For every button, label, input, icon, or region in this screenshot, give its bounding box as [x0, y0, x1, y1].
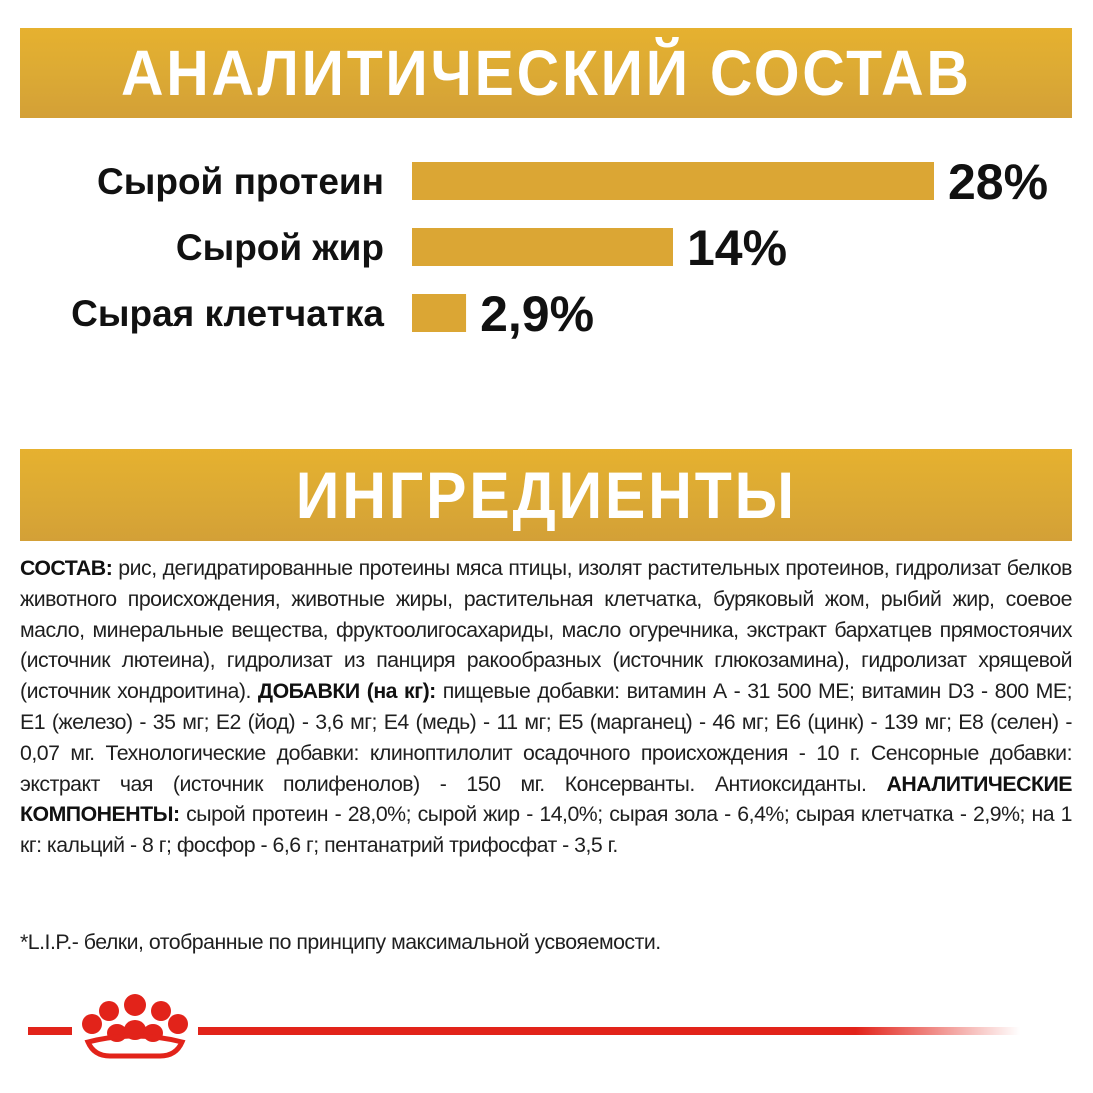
- bar-value-label: 2,9%: [480, 286, 595, 342]
- analytical-components-label: АНАЛИТИЧЕСКИЕ КОМПОНЕНТЫ:: [20, 771, 1072, 827]
- analytical-components-text: сырой протеин - 28,0%; сырой жир - 14,0%; сырая зола - 6,4%; сырая клетчатка - 2,9%; на 1 кг: кальций - 8 г; фосфор - 6,6 г; пентанатрий трифосфат - 3,5 г.: [20, 802, 1072, 858]
- footer-brand-line: [0, 990, 1093, 1070]
- composition-text: рис, дегидратированные протеины мяса птицы, изолят растительных протеинов, гидролизат белков животного происхождения, животные жиры, растительная клетчатка, буряковый жом, рыбий жир, соевое масло, минеральные вещества, фруктоолигосахариды, масло огуречника, экстракт бархатцев прямостоячих (источник лютеина), гидролизат из панциря ракообразных (источник глюкозамина), гидролизат хрящевой (источник хондроитина).: [20, 556, 1072, 704]
- analysis-banner: [20, 28, 1072, 118]
- bar: [412, 228, 673, 266]
- ingredients-title: ИНГРЕДИЕНТЫ: [295, 458, 797, 532]
- bar: [412, 294, 466, 332]
- footer-red-line-left: [28, 1027, 72, 1035]
- analysis-bar-chart: [0, 140, 1093, 370]
- ingredients-banner: [20, 449, 1072, 541]
- additives-label: ДОБАВКИ (на кг):: [257, 679, 436, 704]
- bar-category-label: Сырой жир: [175, 227, 384, 268]
- bar: [412, 162, 934, 200]
- composition-label: СОСТАВ:: [20, 556, 113, 580]
- bar-value-label: 28%: [948, 154, 1049, 210]
- analysis-title: АНАЛИТИЧЕСКИЙ СОСТАВ: [120, 37, 972, 109]
- bar-category-label: Сырой протеин: [97, 161, 384, 202]
- bar-category-label: Сырая клетчатка: [71, 293, 384, 334]
- footer-red-line-right: [198, 1027, 1020, 1035]
- footnote: *L.I.P.- белки, отобранные по принципу максимальной усвояемости.: [20, 930, 661, 954]
- ingredients-paragraph: [20, 553, 1072, 861]
- bar-value-label: 14%: [687, 220, 788, 276]
- ingredients-text-block: [20, 553, 1072, 861]
- royal-canin-crown-icon: [82, 994, 188, 1056]
- additives-text: пищевые добавки: витамин А - 31 500 МЕ; витамин D3 - 800 МЕ; Е1 (железо) - 35 мг; Е2 (йод) - 3,6 мг; Е4 (медь) - 11 мг; Е5 (марганец) - 46 мг; Е6 (цинк) - 139 мг; Е8 (селен) - 0,07 мг. Технологические добавки: клиноптилолит осадочного происхождения - 10 г. Сенсорные добавки: экстракт чая (источник полифенолов) - 150 мг. Консерванты. Антиоксиданты.: [20, 679, 1073, 796]
